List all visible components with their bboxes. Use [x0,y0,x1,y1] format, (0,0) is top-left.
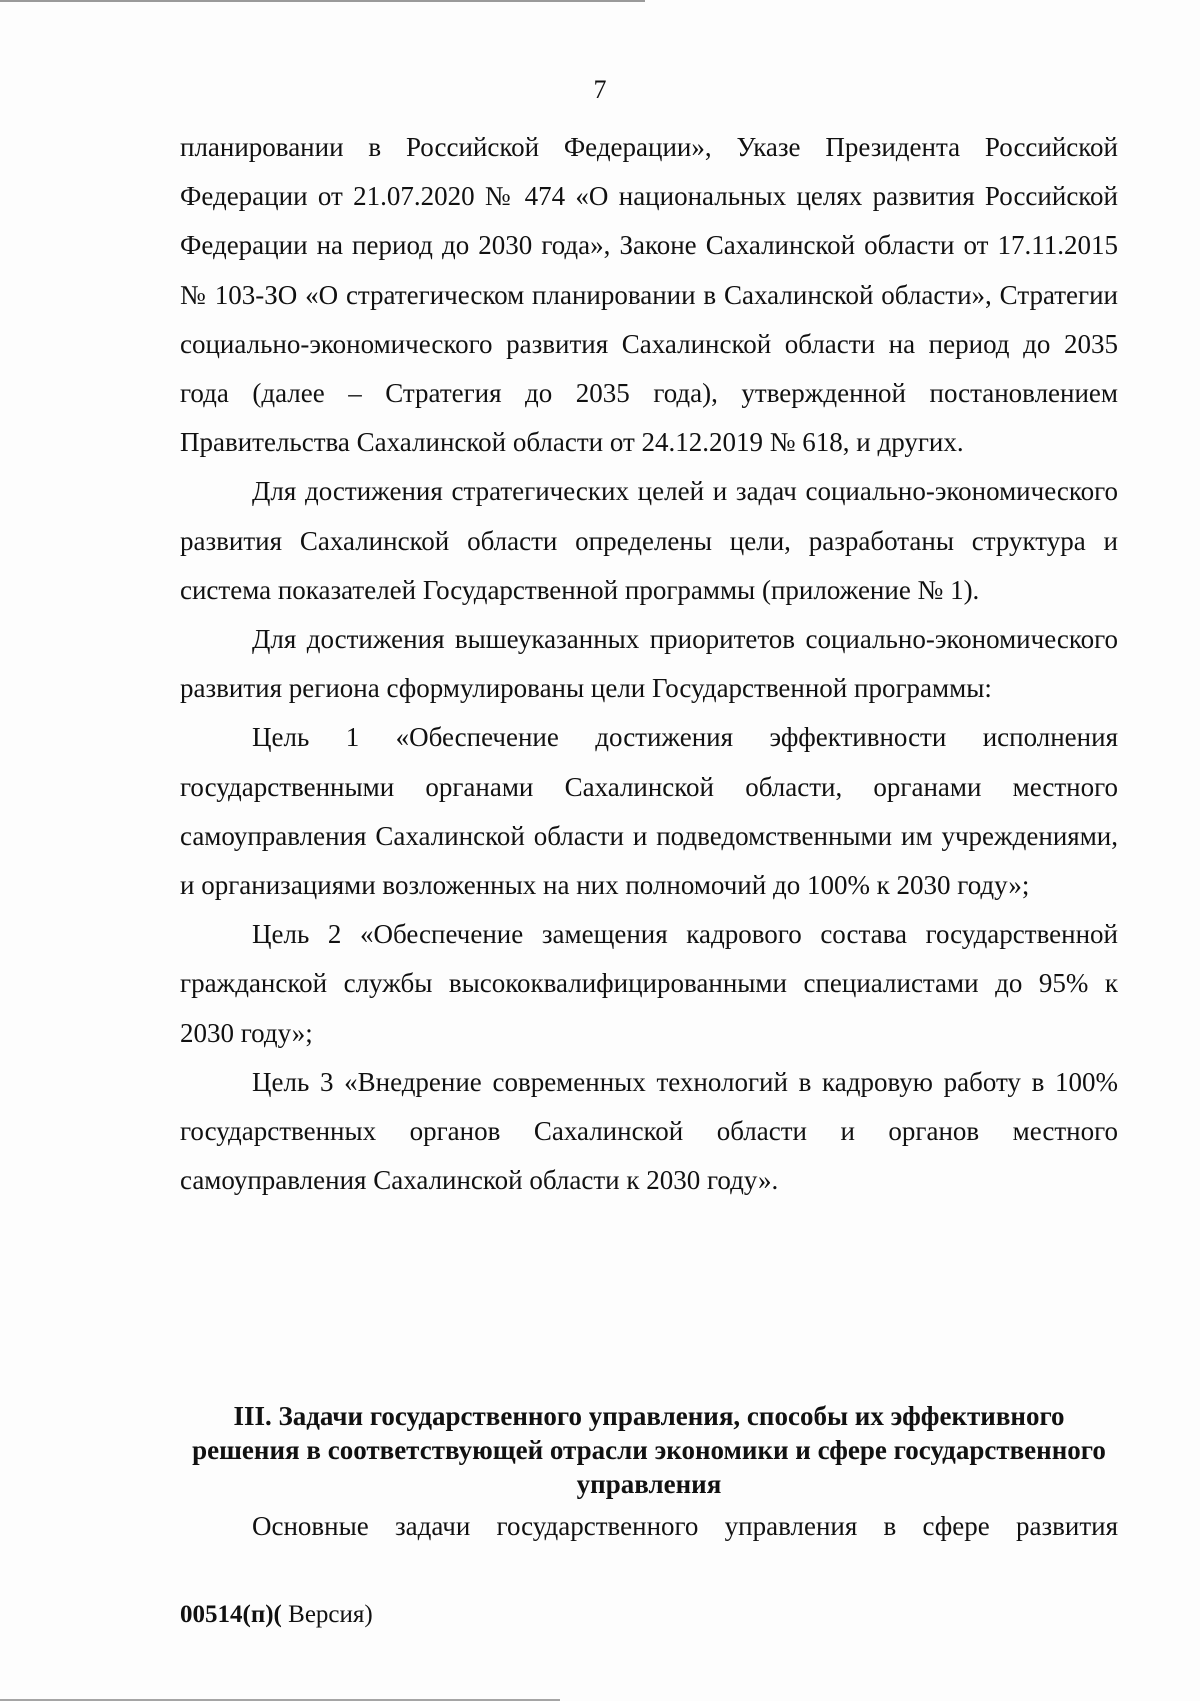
section-first-line: Основные задачи государственного управления в сфере развития [252,1511,1118,1541]
section-heading: III. Задачи государственного управления, способы их эффективного решения в соответствующей отрасли экономики и сфере государственного управления [192,1401,1106,1499]
paragraph-goal-2: Цель 2 «Обеспечение замещения кадрового состава государственной гражданской службы высококвалифицированными специалистами до 95% к 2030 году»; [180,919,1118,1048]
paragraph-continuation: планировании в Российской Федерации», Указе Президента Российской Федерации от 21.07.2020 № 474 «О национальных целях развития Российской Федерации на период до 2030 года», Законе Сахалинской области от 17.11.2015 № 103-ЗО «О стратегическом планировании в Сахалинской области», Стратегии социально-экономического развития Сахалинской области на период до 2035 года (далее – Стратегия до 2035 года), утвержденной постановлением Правительства Сахалинской области от 24.12.2019 № 618, и других. [180,132,1118,458]
paragraph-goal-3: Цель 3 «Внедрение современных технологий в кадровую работу в 100% государственных органов Сахалинской области и органов местного самоуправления Сахалинской области к 2030 году». [180,1066,1118,1196]
paragraph-goals-intro: Для достижения стратегических целей и задач социально-экономического развития Сахалинской области определены цели, разработаны структура и система показателей Государственной программы (приложение № 1). [180,476,1118,605]
page-number: 7 [593,75,607,104]
document-version: Версия) [281,1601,373,1628]
scan-edge-top [0,0,645,2]
document-code: 00514(п)( [180,1601,282,1628]
document-body [180,123,1118,1205]
document-footer [180,1598,373,1632]
paragraph-goals-formulated: Для достижения вышеуказанных приоритетов социально-экономического развития региона сформулированы цели Государственной программы: [180,624,1118,704]
paragraph-goal-1: Цель 1 «Обеспечение достижения эффективности исполнения государственными органами Сахалинской области, органами местного самоуправления Сахалинской области и подведомственными им учреждениями, и организациями возложенных на них полномочий до 100% к 2030 году»; [180,722,1118,901]
